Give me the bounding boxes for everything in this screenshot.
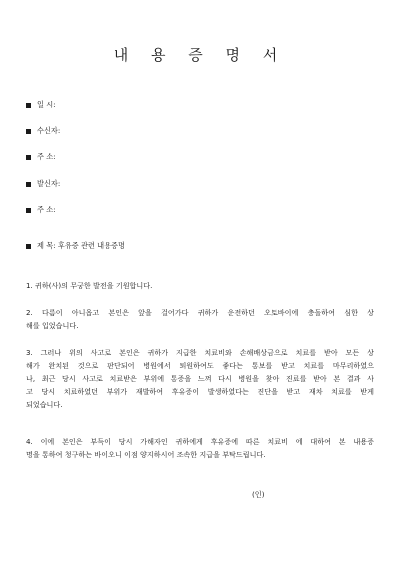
square-bullet-icon xyxy=(26,244,31,249)
paragraph-line: 3. 그러나 위의 사고로 본인은 귀하가 지급한 치료비와 손해배상금으로 치료를 받아 모든 상 xyxy=(26,348,374,357)
date-field xyxy=(26,100,56,110)
subject-label: 제 목: 후유증 관련 내용증명 xyxy=(37,241,125,250)
recipient-address-field xyxy=(26,152,56,162)
sender-address-field xyxy=(26,205,56,215)
paragraph-line: 1. 귀하(사)의 무궁한 발전을 기원합니다. xyxy=(26,281,153,290)
paragraph-line: 해를 입었습니다. xyxy=(26,321,79,330)
subject-field xyxy=(26,241,125,251)
recipient-address-label: 주 소: xyxy=(37,152,56,161)
paragraph-4 xyxy=(26,435,374,461)
document-title: 내 용 증 명 서 xyxy=(113,46,287,64)
paragraph-line: 4. 이에 본인은 부득이 당시 가해자인 귀하에게 후유증에 따른 치료비 에 대하여 본 내용증 xyxy=(26,437,374,446)
paragraph-line: 명을 통하여 청구하는 바이오니 이점 양지하시어 조속한 지급을 부탁드립니다. xyxy=(26,450,266,459)
sender-label: 발신자: xyxy=(37,179,61,188)
paragraph-line: 나, 최근 당시 사고로 치료받은 부위에 통증을 느껴 다시 병원을 찾아 진료를 받아 본 결과 사 xyxy=(26,374,374,383)
square-bullet-icon xyxy=(26,155,31,160)
paragraph-line: 2. 다름이 아니옵고 본인은 앞을 걸어가다 귀하가 운전하던 오토바이에 충돌하여 심한 상 xyxy=(26,308,374,317)
paragraph-1 xyxy=(26,279,374,292)
sender-address-label: 주 소: xyxy=(37,205,56,214)
paragraph-line: 해가 완치된 것으로 판단되어 병원에서 퇴원하여도 좋다는 통보를 받고 치료를 마무리하였으 xyxy=(26,361,374,370)
sender-field xyxy=(26,179,60,189)
square-bullet-icon xyxy=(26,103,31,108)
square-bullet-icon xyxy=(26,208,31,213)
square-bullet-icon xyxy=(26,182,31,187)
paragraph-3 xyxy=(26,346,374,411)
paragraph-2 xyxy=(26,306,374,332)
square-bullet-icon xyxy=(26,129,31,134)
date-label: 일 시: xyxy=(37,100,56,109)
paragraph-line: 되었습니다. xyxy=(26,400,63,409)
recipient-field xyxy=(26,126,60,136)
recipient-label: 수신자: xyxy=(37,126,61,135)
seal-mark: (인) xyxy=(252,490,265,499)
paragraph-line: 고 당시 치료하였던 부위가 재발하여 후유증이 발생하였다는 진단을 받고 재차 치료를 받게 xyxy=(26,387,374,396)
